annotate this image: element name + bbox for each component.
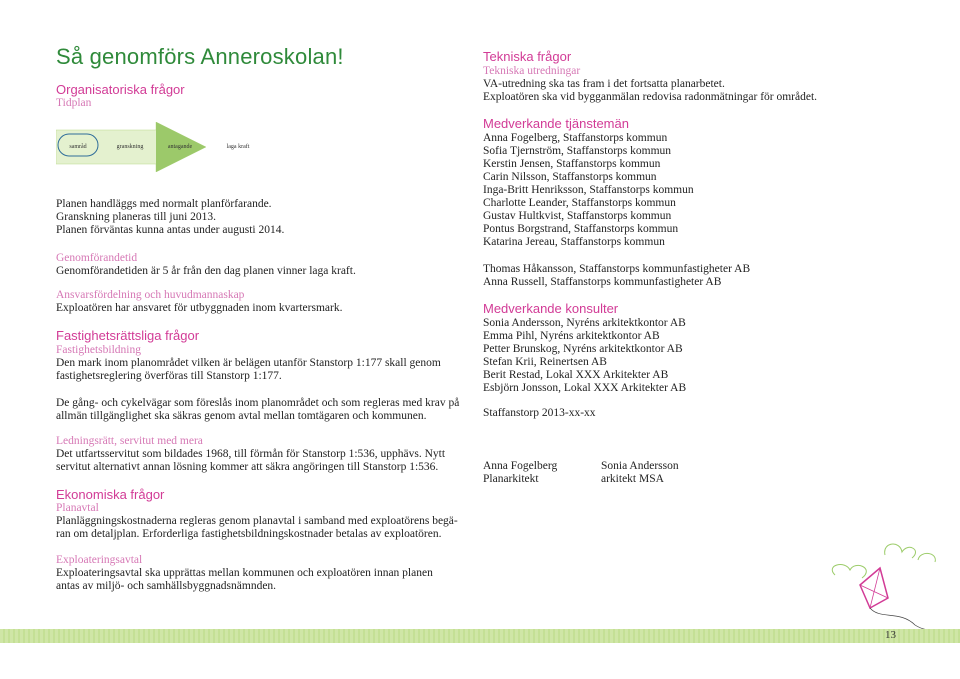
list-item: Kerstin Jensen, Staffanstorps kommun — [483, 158, 661, 170]
plan-line: Planen handläggs med normalt planförfarande. — [56, 198, 272, 210]
signature-role: Planarkitekt — [483, 473, 539, 485]
list-item: Carin Nilsson, Staffanstorps kommun — [483, 171, 657, 183]
page-number: 13 — [885, 629, 896, 641]
tekniska-text — [483, 78, 817, 104]
page-title: Så genomförs Anneroskolan! — [56, 44, 344, 69]
place-date: Staffanstorp 2013-xx-xx — [483, 407, 596, 419]
ledningsratt-label: Ledningsrätt, servitut med mera — [56, 435, 203, 447]
list-item: Stefan Krii, Reinertsen AB — [483, 356, 607, 368]
ledningsratt-text — [56, 448, 445, 474]
text-line: Det utfartsservitut som bildades 1968, till förmån för Stanstorp 1:536, upphävs. Nytt — [56, 448, 446, 460]
tjansteman-list — [483, 132, 694, 249]
text-line: Exploatören ska vid bygganmälan redovisa radonmätningar för området. — [483, 91, 818, 103]
genomforandetid-text: Genomförandetiden är 5 år från den dag planen vinner laga kraft. — [56, 265, 356, 277]
ansvar-label: Ansvarsfördelning och huvudmannaskap — [56, 289, 245, 301]
planavtal-label: Planavtal — [56, 502, 99, 514]
kommunfastigheter-list — [483, 263, 750, 289]
text-line: antas av miljö- och samhällsbyggnadsnämnden. — [56, 580, 277, 592]
plan-line: Planen förväntas kunna antas under augusti 2014. — [56, 224, 285, 236]
list-item: Katarina Jereau, Staffanstorps kommun — [483, 236, 665, 248]
list-item: Sonia Andersson, Nyréns arkitektkontor AB — [483, 317, 686, 329]
list-item: Berit Restad, Lokal XXX Arkitekter AB — [483, 369, 669, 381]
tidplan-label: Tidplan — [56, 97, 92, 109]
konsulter-list — [483, 317, 686, 395]
ekonomi-heading: Ekonomiska frågor — [56, 487, 165, 502]
fastighet-heading: Fastighetsrättsliga frågor — [56, 328, 200, 343]
step-laga-kraft: laga kraft — [226, 144, 250, 150]
signature-name: Anna Fogelberg — [483, 460, 558, 472]
step-antagande: antagande — [167, 144, 193, 150]
text-line: De gång- och cykelvägar som föreslås inom planområdet och som regleras med krav på — [56, 397, 460, 409]
signature-role: arkitekt MSA — [601, 473, 664, 485]
plan-line: Granskning planeras till juni 2013. — [56, 211, 217, 223]
signature-1 — [483, 460, 557, 486]
org-heading: Organisatoriska frågor — [56, 82, 185, 97]
list-item: Anna Fogelberg, Staffanstorps kommun — [483, 132, 668, 144]
ansvar-text: Exploatören har ansvaret för utbyggnaden inom kvartersmark. — [56, 302, 343, 314]
text-line: fastighetsreglering överföras till Stanstorp 1:177. — [56, 370, 282, 382]
signature-2 — [601, 460, 679, 486]
process-diagram — [56, 122, 316, 172]
text-line: VA-utredning ska tas fram i det fortsatta planarbetet. — [483, 78, 725, 90]
tekniska-heading: Tekniska frågor — [483, 49, 572, 64]
list-item: Petter Brunskog, Nyréns arkitektkontor AB — [483, 343, 683, 355]
tekniska-label: Tekniska utredningar — [483, 65, 581, 77]
list-item: Esbjörn Jonsson, Lokal XXX Arkitekter AB — [483, 382, 687, 394]
list-item: Charlotte Leander, Staffanstorps kommun — [483, 197, 676, 209]
fastighetsbildning-label: Fastighetsbildning — [56, 344, 141, 356]
text-line: Exploateringsavtal ska upprättas mellan kommunen och exploatören innan planen — [56, 567, 433, 579]
list-item: Anna Russell, Staffanstorps kommunfastigheter AB — [483, 276, 722, 288]
list-item: Thomas Håkansson, Staffanstorps kommunfastigheter AB — [483, 263, 751, 275]
gangcykel-text — [56, 397, 459, 423]
list-item: Pontus Borgstrand, Staffanstorps kommun — [483, 223, 679, 235]
signature-name: Sonia Andersson — [601, 460, 679, 472]
text-line: ran om detaljplan. Erforderliga fastighetsbildningskostnader betalas av exploatören. — [56, 528, 442, 540]
step-granskning: granskning — [116, 144, 144, 150]
kite-illustration — [790, 530, 960, 640]
tjansteman-heading: Medverkande tjänstemän — [483, 116, 629, 131]
text-line: allmän tillgänglighet ska säkras genom avtal mellan tomtägaren och kommunen. — [56, 410, 427, 422]
fastighetsbildning-text — [56, 357, 441, 383]
process-arrow-graphic — [56, 122, 316, 172]
step-samrad: samråd — [69, 144, 87, 150]
text-line: Den mark inom planområdet vilken är belägen utanför Stanstorp 1:177 skall genom — [56, 357, 441, 369]
plan-lines — [56, 198, 284, 237]
footer-band — [0, 629, 960, 643]
exploateringsavtal-label: Exploateringsavtal — [56, 554, 143, 566]
list-item: Sofia Tjernström, Staffanstorps kommun — [483, 145, 672, 157]
planavtal-text — [56, 515, 458, 541]
konsulter-heading: Medverkande konsulter — [483, 301, 619, 316]
list-item: Gustav Hultkvist, Staffanstorps kommun — [483, 210, 672, 222]
list-item: Inga-Britt Henriksson, Staffanstorps kommun — [483, 184, 694, 196]
genomforandetid-label: Genomförandetid — [56, 252, 138, 264]
text-line: Planläggningskostnaderna regleras genom planavtal i samband med exploatörens begä- — [56, 515, 458, 527]
text-line: servitut alternativt annan lösning kommer att säkra angöringen till Stanstorp 1:536. — [56, 461, 439, 473]
exploateringsavtal-text — [56, 567, 433, 593]
list-item: Emma Pihl, Nyréns arkitektkontor AB — [483, 330, 660, 342]
